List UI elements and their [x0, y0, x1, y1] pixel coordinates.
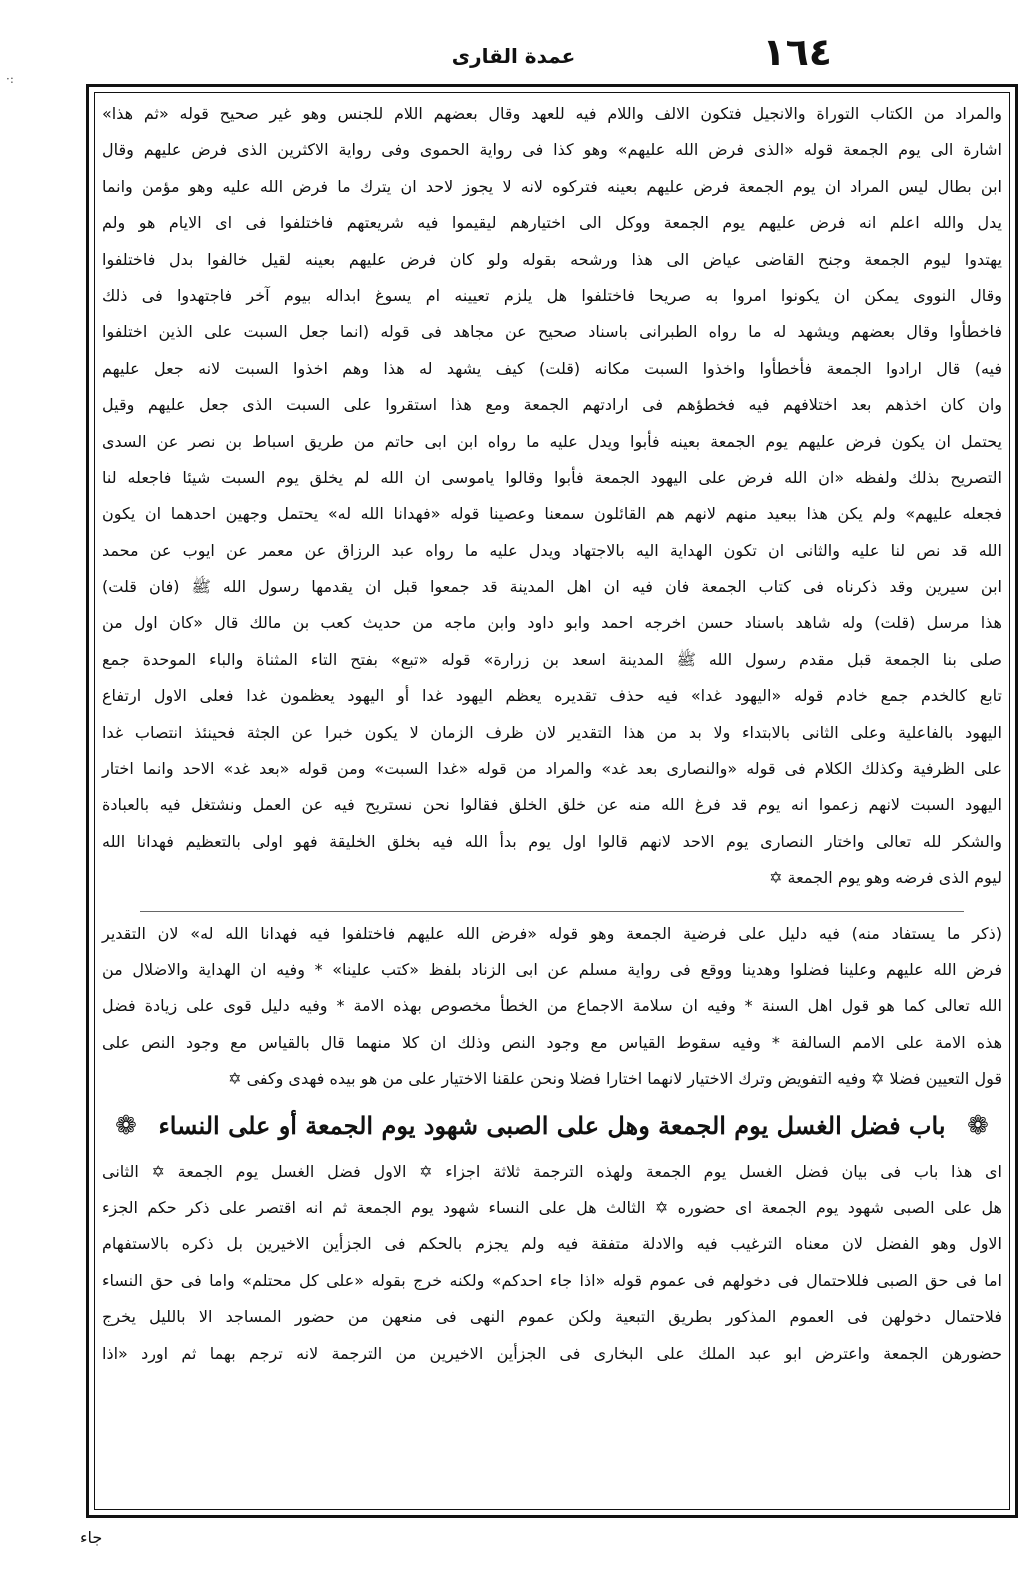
text-line: ليوم الذى فرضه وهو يوم الجمعة ✡ — [769, 868, 1002, 888]
chapter-heading — [106, 1104, 998, 1148]
text-line: اليهود السبت لانهم زعموا انه يوم قد فرغ الله منه عن خلق الخلق فقالوا نحن نستريح فيه عن العمل ونشتغل فيه بالعبادة — [102, 795, 1002, 815]
text-line: الله قد نص لنا عليه والثانى ان تكون الهداية اليه بالاجتهاد ويدل عليه ما رواه عبد الرزاق عن معمر عن ايوب عن محمد — [102, 540, 1002, 560]
text-line: وقال النووى يمكن ان يكونوا امروا به صريحا فاختلفوا هل يلزم تعيينه ام يسوغ ابداله بيوم آخر فاجتهدوا فى ذلك — [102, 285, 1002, 305]
text-line: يدل والله اعلم انه فرض عليهم يوم الجمعة ووكل الى اختيارهم ليقيموا فيه شريعتهم فاختلفوا فى اى الايام هو ولم — [102, 213, 1002, 233]
page-header — [60, 30, 967, 78]
ornament-right-icon: ❁ — [967, 1110, 989, 1141]
running-title: عمدة القارى — [451, 44, 576, 68]
margin-mark: ·: — [6, 72, 14, 86]
text-line: ابن سيرين وقد ذكرناه فى كتاب الجمعة فان فيه ان اهل المدينة قد جمعوا قبل ان يقدمها رسول الله ﷺ (فان قلت) — [102, 577, 1002, 597]
page-content — [100, 96, 1004, 1506]
chapter-title: باب فضل الغسل يوم الجمعة وهل على الصبى شهود يوم الجمعة أو على النساء — [158, 1111, 946, 1141]
benefits-section — [100, 916, 1004, 1098]
text-line: اما فى حق الصبى فللاحتمال فى دخولهم فى عموم قوله «اذا جاء احدكم» ولكنه خرج بقوله «على كل محتلم» واما فى حق النساء — [102, 1270, 1002, 1290]
text-line: يهتدوا ليوم الجمعة وجنح القاضى عياض الى هذا ورشحه بقوله ولو كان فرض عليهم بعينه لقيل خالفوا بدل فاختلفوا — [102, 249, 1002, 269]
text-line: صلى بنا الجمعة قبل مقدم رسول الله ﷺ المدينة اسعد بن زرارة» قوله «تبع» بفتح التاء المثناة والباء الموحدة جمع — [102, 649, 1002, 669]
text-line: فلاحتمال دخولهن فى العموم المذكور بطريق التبعية ولكن عموم النهى فى منعهن من حضور المساجد الا بالليل يخرج — [102, 1307, 1002, 1327]
text-line: فجعله عليهم» ولم يكن هذا ببعيد منهم لانهم هم القائلون سمعنا وعصينا قوله «فهدانا الله له» يحتمل وجهين احدهما ان يكون — [102, 504, 1002, 524]
text-line: الاول وهو الفضل لان معناه الترغيب فيه والادلة متفقة فيه ولم يجزم بالحكم فى الجزأين الاخيرين بل ذكره بالاستفهام — [102, 1234, 1002, 1254]
text-line: يحتمل ان يكون فرض عليهم يوم الجمعة بعينه فأبوا ويدل عليه ما رواه ابن ابى حاتم من طريق اسباط بن نصر عن السدى — [102, 431, 1002, 451]
text-line: قول التعيين فضلا ✡ وفيه التفويض وترك الاختيار لانهما اختارا فضلا ونحن علقنا الاختيار على من هو بيده فهدى وكفى ✡ — [228, 1069, 1002, 1089]
text-line: هذا مرسل (قلت) وله شاهد باسناد حسن اخرجه احمد وابو داود وابن ماجه من حديث كعب بن مالك قال «كان اول من — [102, 613, 1002, 633]
text-line: الله تعالى كما هو قول اهل السنة * وفيه ان سلامة الاجماع من الخطأ مخصوص بهذه الامة * وفيه دليل قوى على زيادة فضل — [102, 996, 1002, 1016]
text-line: حضورهن الجمعة واعترض ابو عبد الملك على البخارى فى الجزأين الاخيرين من الترجمة لانه ترجم بهما ثم اورد «اذا — [102, 1343, 1002, 1363]
text-line: وان كان اخذهم بعد اختلافهم فيه فخطؤهم فى ارادتهم الجمعة ومع هذا استقروا على السبت الذى جعل عليهم وقيل — [102, 395, 1002, 415]
chapter-commentary-section — [100, 1154, 1004, 1372]
text-line: فرض الله عليهم وعلينا فضلوا وهدينا ووقع فى رواية مسلم عن ابى الزناد بلفظ «كتب علينا» * وفيه ان الهداية والاضلال من — [102, 959, 1002, 979]
text-line: اشارة الى يوم الجمعة قوله «الذى فرض الله عليهم» وهو كذا فى رواية الحموى وفى رواية الاكثرين الذى فرض عليهم وقال — [102, 140, 1002, 160]
text-line: فيه) قال ارادوا الجمعة فأخطأوا واخذوا السبت مكانه (قلت) كيف يشهد له هذا وهم اخذوا السبت لانه جعل عليهم — [102, 358, 1002, 378]
text-line: هذه الامة على الامم السالفة * وفيه سقوط القياس مع وجود النص وذلك ان كلا منهما قال بالقياس مع وجود النص على — [102, 1032, 1002, 1052]
commentary-section — [100, 96, 1004, 897]
text-line: والمراد من الكتاب التوراة والانجيل فتكون الالف واللام فيه للعهد وقال بعضهم اللام للجنس وهو غير صحيح قوله «ثم هذا» — [102, 104, 1002, 123]
text-line: التصريح بذلك ولفظه «ان الله فرض على اليهود الجمعة فأبوا وقالوا ياموسى ان الله لم يخلق يوم السبت شيئا فاجعله لنا — [102, 467, 1002, 487]
page-number: ١٦٤ — [762, 30, 832, 74]
text-line: اليهود بالفاعلية وعلى الثانى بالابتداء ولا بد من هذا التقدير لان ظرف الزمان لا يكون خبرا عن الجثة فحينئذ انتصاب غدا — [102, 722, 1002, 742]
text-line: فاخطأوا وقال بعضهم ويشهد له ما رواه الطبرانى باسناد صحيح عن مجاهد فى قوله (انما جعل السبت على الذين اختلفوا — [102, 322, 1002, 342]
text-line: تابع كالخدم جمع خادم قوله «اليهود غدا» فيه حذف تقديره يعظم اليهود غدا أو اليهود يعظمون غدا فعلى الاول ارتفاع — [102, 686, 1002, 706]
section-divider — [140, 899, 964, 912]
text-line: (ذكر ما يستفاد منه) فيه دليل على فرضية الجمعة وهو قوله «فرض الله عليهم فاختلفوا فيه فهدانا الله له» لان التقدير — [102, 923, 1002, 943]
text-line: ابن بطال ليس المراد ان يوم الجمعة فرض عليهم بعينه فتركوه لانه لا يجوز لاحد ان يترك ما فرض الله عليه وهو مؤمن وانما — [102, 176, 1002, 196]
text-line: هل على الصبى شهود يوم الجمعة اى حضوره ✡ الثالث هل على النساء شهود يوم الجمعة ثم انه اقتصر على ذكر حكم الجزء — [102, 1197, 1002, 1217]
text-line: والشكر لله تعالى واختار النصارى يوم الاحد لانهم قالوا اول يوم بدأ الله فيه بخلق الخليقة فهو اولى بالتعظيم فهدانا الله — [102, 831, 1002, 851]
text-line: على الظرفية وكذلك الكلام فى قوله «والنصارى بعد غد» والمراد من قوله «غدا السبت» ومن قوله «بعد غد» الاحد وانما اختار — [102, 759, 1002, 779]
text-line: اى هذا باب فى بيان فضل الغسل يوم الجمعة ولهذه الترجمة ثلاثة اجزاء ✡ الاول فضل الغسل يوم الجمعة ✡ الثانى — [102, 1161, 1002, 1181]
catchword: جاء — [80, 1528, 103, 1547]
ornament-left-icon: ❁ — [115, 1110, 137, 1141]
